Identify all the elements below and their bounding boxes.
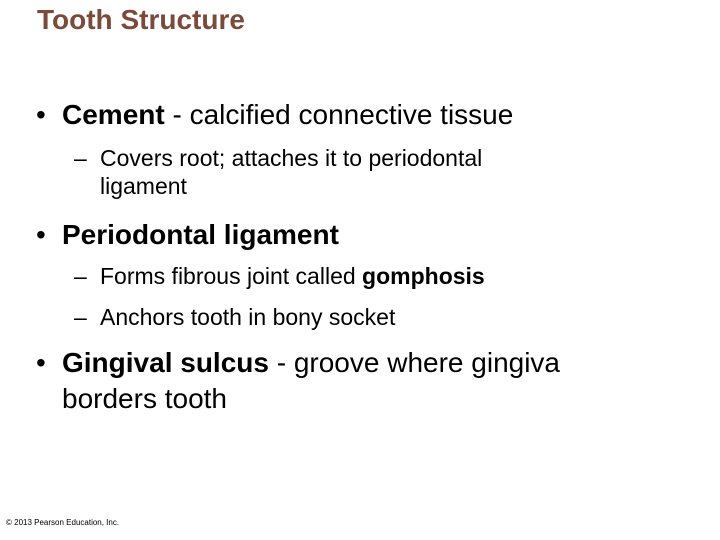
bullet-text <box>62 345 652 417</box>
bullet-description: - groove where gingiva borders tooth <box>62 347 560 414</box>
bullet-term: Periodontal ligament <box>62 219 339 250</box>
dash-icon: – <box>74 263 87 289</box>
bullet-description: - calcified connective tissue <box>164 99 514 130</box>
sub-bullet-term: gomphosis <box>362 263 485 289</box>
bullet-term: Cement <box>62 99 165 130</box>
dash-icon: – <box>74 145 87 171</box>
sub-bullet-text: Covers root; attaches it to periodontal ligament <box>100 145 483 199</box>
sub-bullet-text <box>100 262 580 290</box>
bullet-icon: • <box>36 347 46 378</box>
dash-icon: – <box>74 304 87 330</box>
bullet-icon: • <box>36 219 46 250</box>
bullet-icon: • <box>36 99 46 130</box>
bullet-term: Gingival sulcus <box>62 347 269 378</box>
sub-bullet-plain-text: Forms fibrous joint called <box>100 263 363 289</box>
bullet-text <box>62 97 662 133</box>
bullet-text <box>62 217 662 253</box>
copyright-footer: © 2013 Pearson Education, Inc. <box>6 518 120 527</box>
sub-bullet-text: Anchors tooth in bony socket <box>100 304 396 330</box>
slide-title: Tooth Structure <box>37 4 245 35</box>
